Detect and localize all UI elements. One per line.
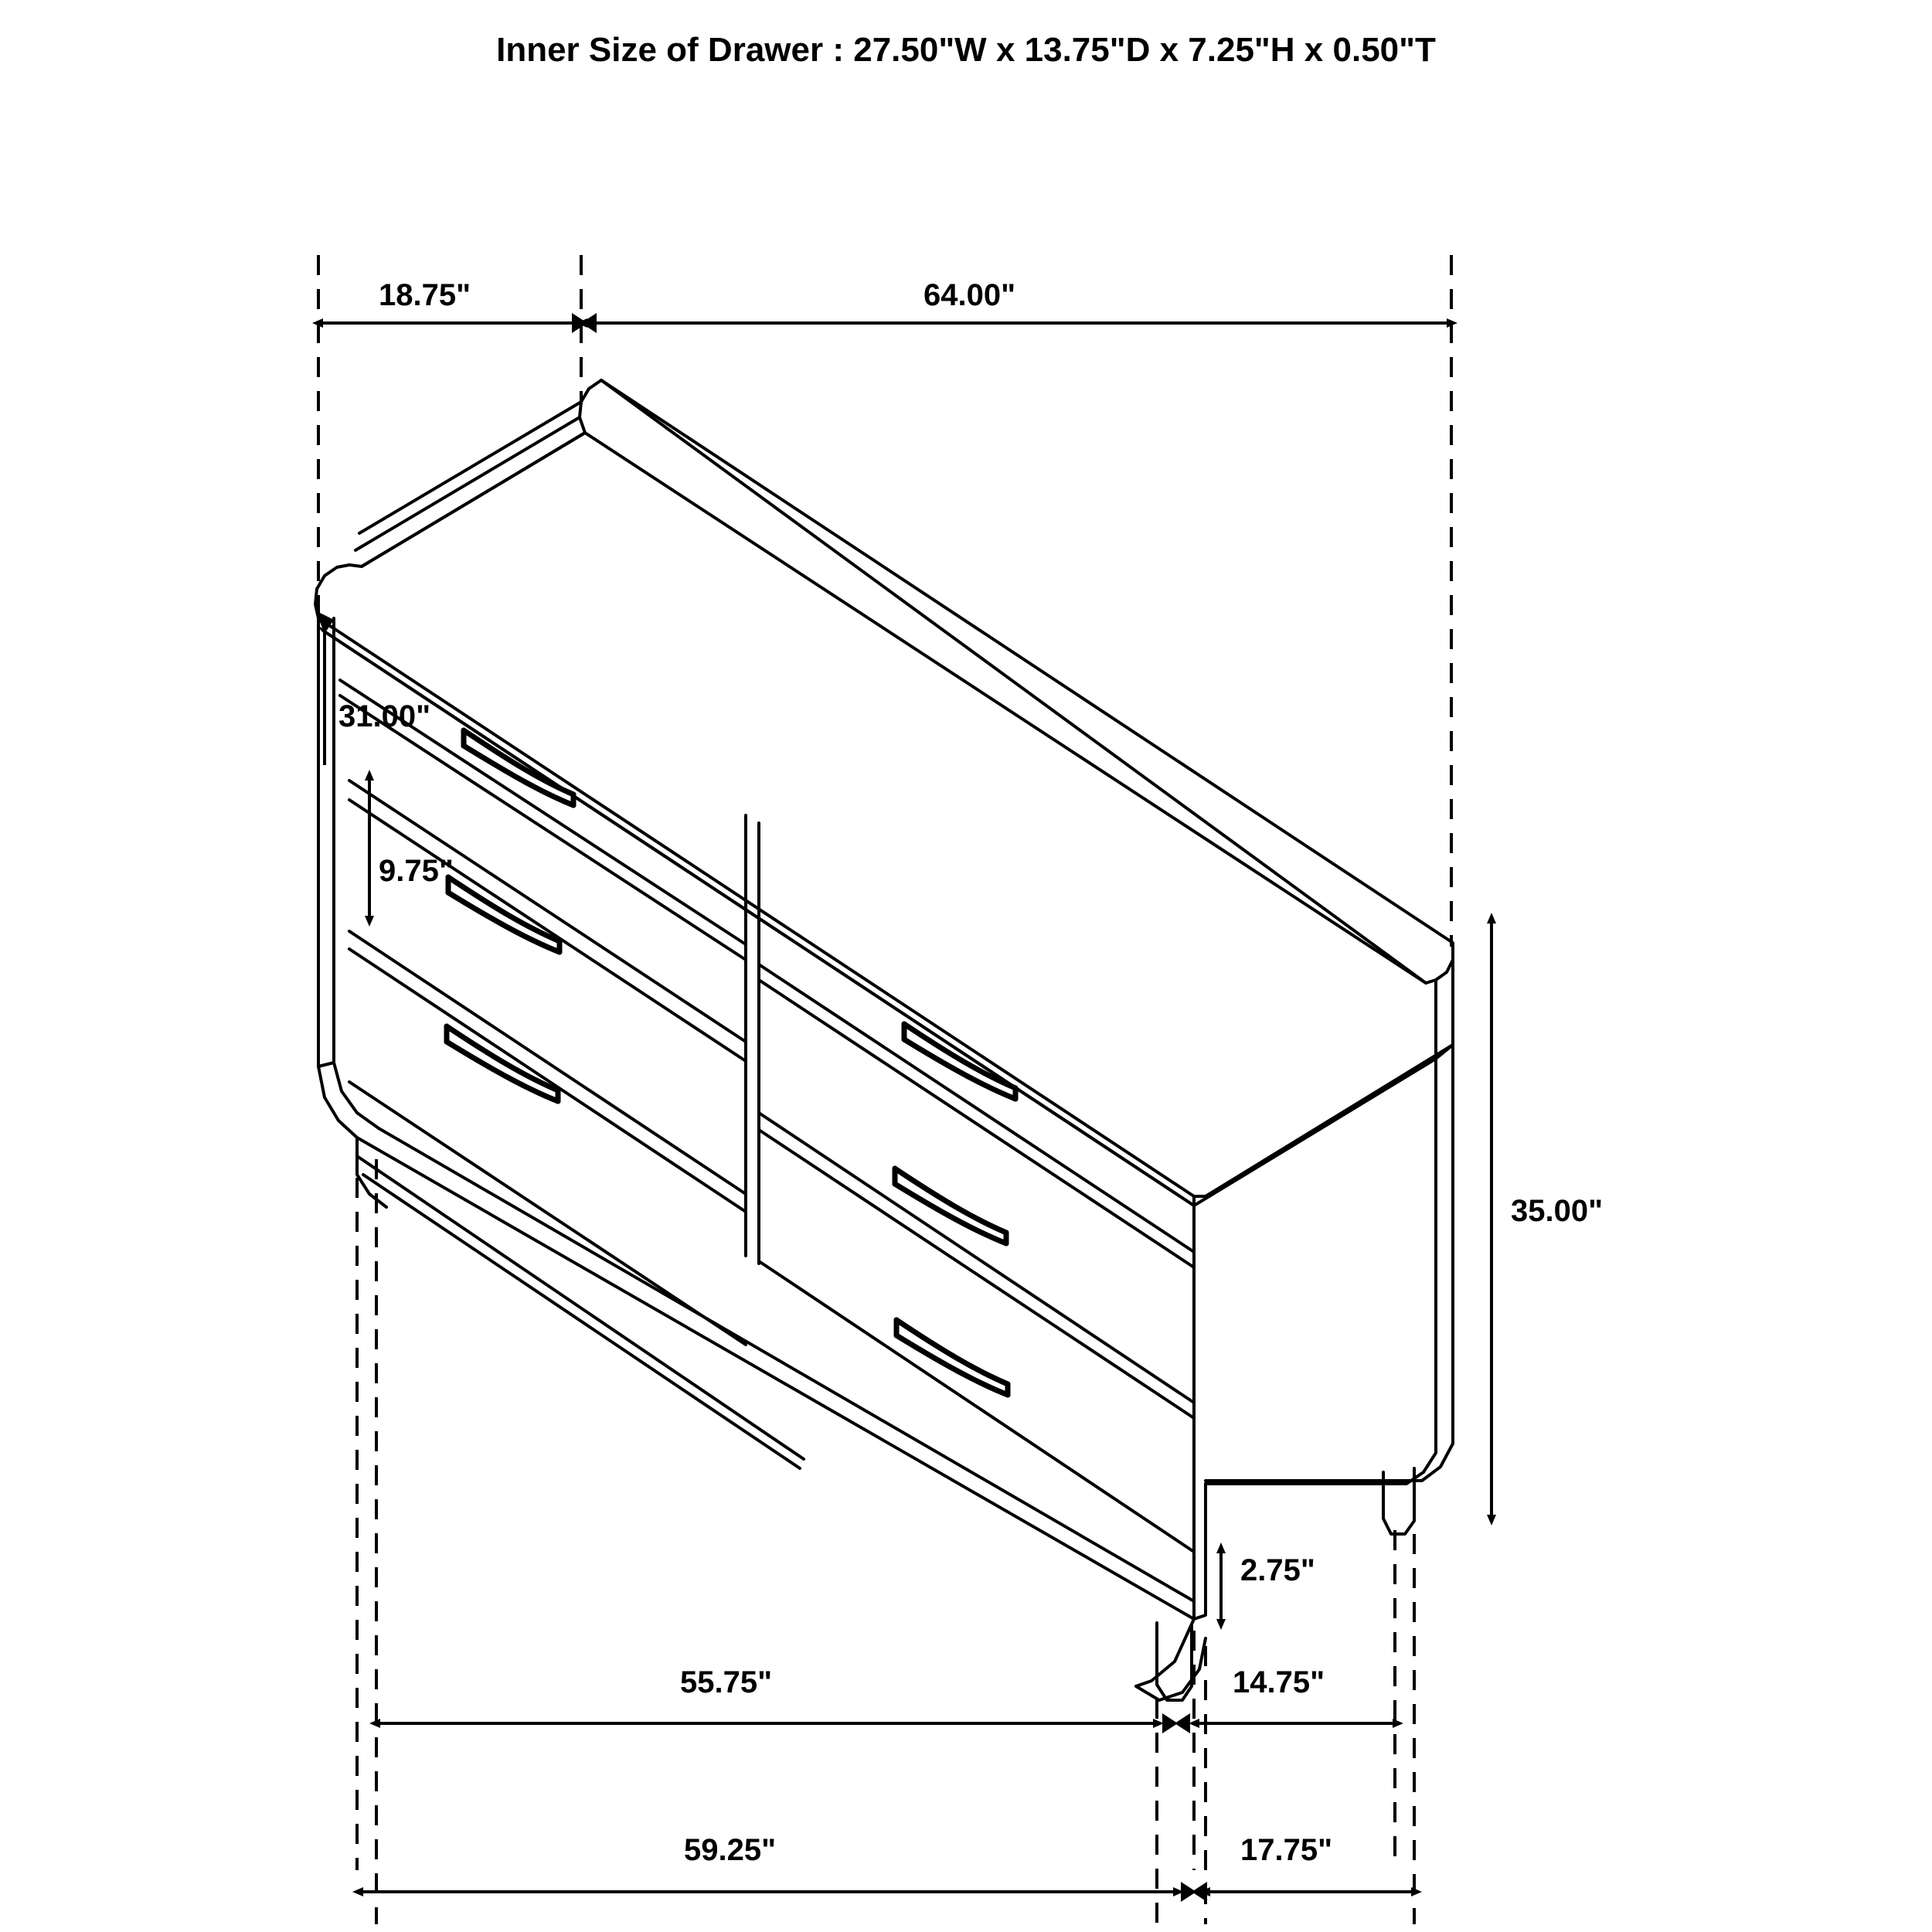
dim-label-leg-height: 2.75" [1240, 1553, 1315, 1587]
dim-label-inner-height: 9.75" [379, 854, 454, 888]
page-title: Inner Size of Drawer : 27.50"W x 13.75"D x 7.25"H x 0.50"T [496, 31, 1436, 69]
dim-label-bottom-front-width: 59.25" [684, 1833, 777, 1867]
dim-label-bottom-side-depth: 17.75" [1240, 1833, 1333, 1867]
dim-label-depth-top: 18.75" [379, 278, 471, 312]
dim-label-width-top: 64.00" [923, 278, 1016, 312]
dim-label-base-front-width: 55.75" [680, 1665, 773, 1699]
dresser-body [315, 380, 1453, 1700]
dim-label-drawer-bank: 31.00" [338, 699, 431, 733]
dim-label-base-side-depth: 14.75" [1233, 1665, 1325, 1699]
dim-label-overall-height: 35.00" [1511, 1194, 1604, 1228]
